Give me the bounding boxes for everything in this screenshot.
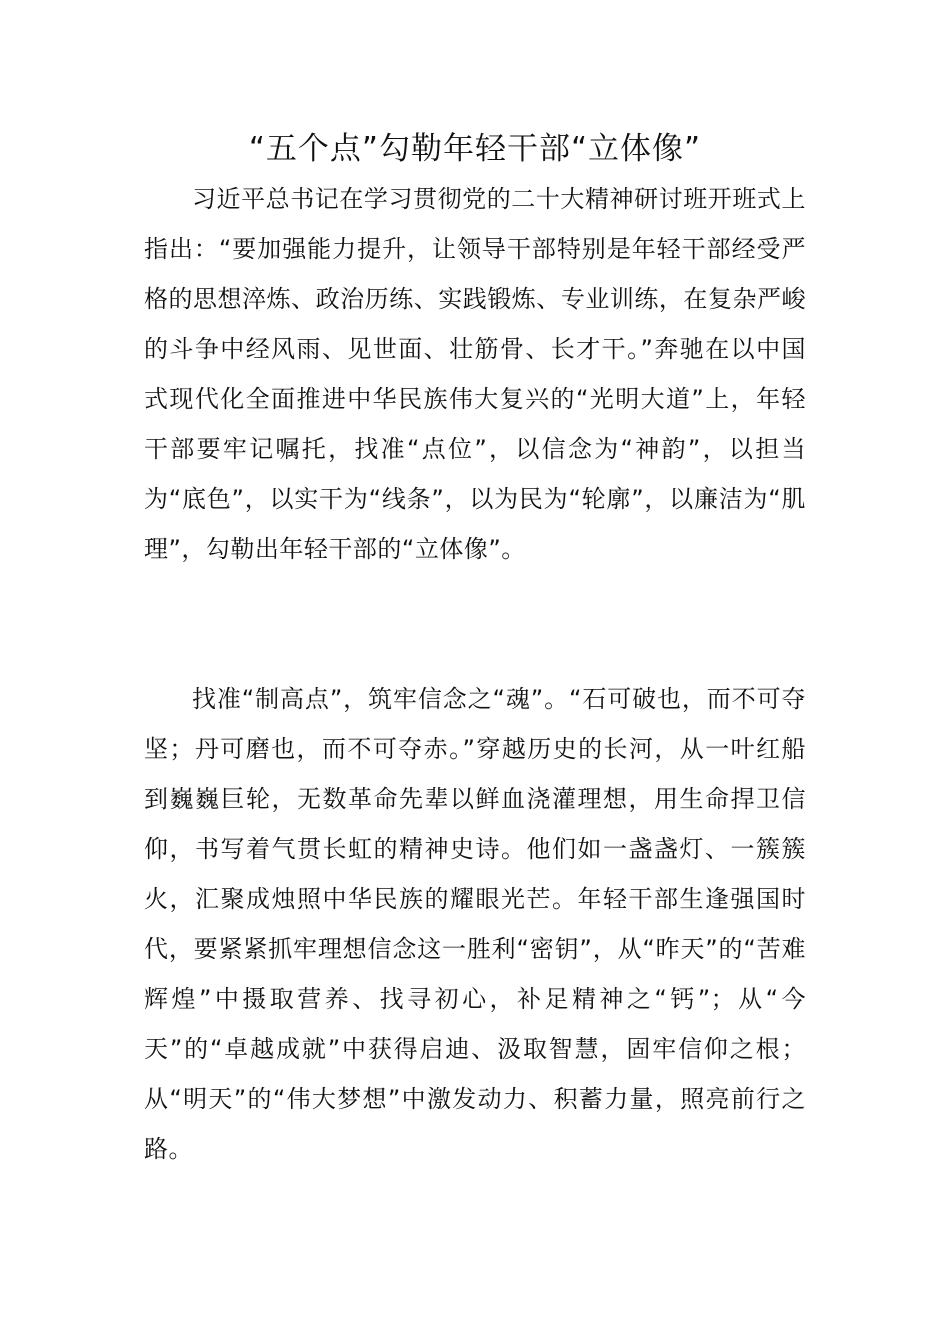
paragraph-commanding-height: 找准“制高点”，筑牢信念之“魂”。“石可破也，而不可夺坚；丹可磨也，而不可夺赤。”穿越历史的长河，从一叶红船到巍巍巨轮，无数革命先辈以鲜血浇灌理想，用生命捍卫信仰，书写着气贯长虹的精神史诗。他们如一盏盏灯、一簇簇火，汇聚成烛照中华民族的耀眼光芒。年轻干部生逢强国时代，要紧紧抓牢理想信念这一胜利“密钥”，从“昨天”的“苦难辉煌”中摄取营养、找寻初心，补足精神之“钙”；从“今天”的“卓越成就”中获得启迪、汲取智慧，固牢信仰之根；从“明天”的“伟大梦想”中激发动力、积蓄力量，照亮前行之路。 bbox=[144, 685, 806, 1163]
document-title: “五个点”勾勒年轻干部“立体像” bbox=[248, 131, 702, 167]
paragraph-intro: 习近平总书记在学习贯彻党的二十大精神研讨班开班式上指出：“要加强能力提升，让领导干部特别是年轻干部经受严格的思想淬炼、政治历练、实践锻炼、专业训练，在复杂严峻的斗争中经风雨、见世面、壮筋骨、长才干。”奔驰在以中国式现代化全面推进中华民族伟大复兴的“光明大道”上，年轻干部要牢记嘱托，找准“点位”，以信念为“神韵”，以担当为“底色”，以实干为“线条”，以为民为“轮廓”，以廉洁为“肌理”，勾勒出年轻干部的“立体像”。 bbox=[144, 185, 806, 563]
